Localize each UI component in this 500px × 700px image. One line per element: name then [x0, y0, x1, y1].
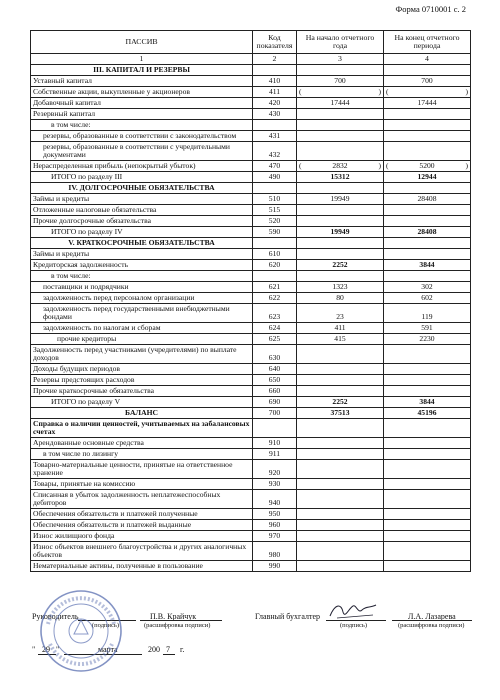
row-code: 911: [253, 449, 297, 460]
row-start-value: [297, 65, 384, 76]
row-label: V. КРАТКОСРОЧНЫЕ ОБЯЗАТЕЛЬСТВА: [31, 238, 253, 249]
table-row: [31, 183, 471, 194]
row-end-value: [384, 216, 471, 227]
row-code: 411: [253, 87, 297, 98]
table-row: [31, 260, 471, 271]
column-number: 2: [253, 54, 297, 65]
row-label: задолженность перед государственными внебюджетными фондами: [31, 304, 253, 323]
table-row: [31, 345, 471, 364]
row-end-value: [384, 109, 471, 120]
row-end-value: 3844: [384, 260, 471, 271]
row-code: 660: [253, 386, 297, 397]
row-code: 623: [253, 304, 297, 323]
row-start-value: [297, 490, 384, 509]
row-label: Задолженность перед участниками (учредителями) по выплате доходов: [31, 345, 253, 364]
row-start-value: 19949: [297, 194, 384, 205]
row-code: 630: [253, 345, 297, 364]
row-code: 520: [253, 216, 297, 227]
accountant-label: Главный бухгалтер: [255, 612, 320, 621]
row-end-value: 591: [384, 323, 471, 334]
table-row: [31, 364, 471, 375]
row-label: ИТОГО по разделу III: [31, 172, 253, 183]
table-row: [31, 397, 471, 408]
table-row: [31, 109, 471, 120]
row-code: 490: [253, 172, 297, 183]
row-label: Займы и кредиты: [31, 249, 253, 260]
row-end-value: 302: [384, 282, 471, 293]
row-code: [253, 65, 297, 76]
table-row: [31, 323, 471, 334]
table-row: [31, 227, 471, 238]
row-end-value: [384, 375, 471, 386]
row-end-value: [384, 183, 471, 194]
row-start-value: [297, 183, 384, 194]
row-code: 621: [253, 282, 297, 293]
table-row: [31, 509, 471, 520]
row-end-value: [384, 520, 471, 531]
row-start-value: [297, 460, 384, 479]
row-label: Уставный капитал: [31, 76, 253, 87]
row-code: 410: [253, 76, 297, 87]
row-code: [253, 419, 297, 438]
accountant-signature-line: [326, 620, 386, 621]
row-end-value: [384, 438, 471, 449]
row-end-value: [384, 460, 471, 479]
row-code: 940: [253, 490, 297, 509]
row-end-value: 12944: [384, 172, 471, 183]
row-start-value: [297, 205, 384, 216]
table-row: [31, 65, 471, 76]
row-label: Износ объектов внешнего благоустройства и других аналогичных объектов: [31, 542, 253, 561]
column-number: 1: [31, 54, 253, 65]
table-row: [31, 76, 471, 87]
table-row: [31, 120, 471, 131]
date-year-line: [163, 654, 175, 655]
row-label: резервы, образованные в соответствии с законодательством: [31, 131, 253, 142]
table-row: [31, 131, 471, 142]
row-code: 950: [253, 509, 297, 520]
row-code: 510: [253, 194, 297, 205]
head-name-caption: (расшифровка подписи): [144, 622, 211, 629]
row-end-value: [384, 490, 471, 509]
column-header: На конец отчетного периода: [384, 31, 471, 54]
row-start-value: 19949: [297, 227, 384, 238]
row-end-value: 602: [384, 293, 471, 304]
row-label: прочие кредиторы: [31, 334, 253, 345]
row-end-value: 28408: [384, 227, 471, 238]
row-start-value: 15312: [297, 172, 384, 183]
table-row: [31, 520, 471, 531]
row-start-value: [297, 438, 384, 449]
row-label: Списанная в убыток задолженность неплатежеспособных дебиторов: [31, 490, 253, 509]
head-label: Руководитель: [32, 612, 79, 621]
row-code: 970: [253, 531, 297, 542]
date-year-suffix: 7: [166, 645, 170, 654]
row-code: 622: [253, 293, 297, 304]
row-start-value: 2252: [297, 397, 384, 408]
row-code: 515: [253, 205, 297, 216]
row-label: задолженность по налогам и сборам: [31, 323, 253, 334]
row-end-value: [384, 65, 471, 76]
header-row: [31, 31, 471, 54]
row-label: Износ жилищного фонда: [31, 531, 253, 542]
table-row: [31, 542, 471, 561]
row-end-value: [384, 238, 471, 249]
row-start-value: [297, 216, 384, 227]
row-start-value: [297, 345, 384, 364]
row-label: задолженность перед персоналом организации: [31, 293, 253, 304]
column-header: На начало отчетного года: [297, 31, 384, 54]
head-name-line: [140, 620, 222, 621]
table-row: Собственные акции, выкупленные у акционеров 411 ( ) ( ): [31, 87, 471, 98]
row-start-value: 2832: [332, 161, 348, 170]
column-number-row: [31, 54, 471, 65]
column-number: 3: [297, 54, 384, 65]
table-row: [31, 386, 471, 397]
table-row: [31, 490, 471, 509]
row-code: 590: [253, 227, 297, 238]
row-start-value: [297, 131, 384, 142]
table-row: [31, 304, 471, 323]
row-start-value: 415: [297, 334, 384, 345]
row-end-value: [384, 142, 471, 161]
balance-liabilities-table: [30, 30, 471, 572]
row-label: Нематериальные активы, полученные в пользование: [31, 561, 253, 572]
row-end-value: [384, 531, 471, 542]
row-code: 610: [253, 249, 297, 260]
row-label: в том числе по лизингу: [31, 449, 253, 460]
row-code: 920: [253, 460, 297, 479]
table-row: [31, 479, 471, 490]
row-code: 960: [253, 520, 297, 531]
row-end-value: [384, 561, 471, 572]
date-year-prefix: 200: [148, 645, 160, 654]
table-row: [31, 238, 471, 249]
date-year-word: г.: [180, 645, 185, 654]
row-end-value: [384, 386, 471, 397]
row-end-value: [384, 120, 471, 131]
row-code: 430: [253, 109, 297, 120]
row-code: 432: [253, 142, 297, 161]
accountant-name-line: [392, 620, 472, 621]
table-row: [31, 334, 471, 345]
row-label: Доходы будущих периодов: [31, 364, 253, 375]
row-start-value: [297, 520, 384, 531]
date-close-quote: ": [56, 645, 60, 654]
round-seal-stamp: [38, 588, 124, 674]
row-code: 690: [253, 397, 297, 408]
row-end-value: [384, 205, 471, 216]
row-end-value: [384, 345, 471, 364]
accountant-name: Л.А. Лазарева: [408, 612, 456, 621]
row-end-value: [384, 509, 471, 520]
row-label: Резервы предстоящих расходов: [31, 375, 253, 386]
table-row: [31, 172, 471, 183]
form-code: Форма 0710001 с. 2: [395, 4, 466, 14]
table-row: [31, 205, 471, 216]
row-end-value: [384, 419, 471, 438]
table-row: [31, 419, 471, 438]
row-code: 470: [253, 161, 297, 172]
row-start-value: [297, 509, 384, 520]
row-start-value: [297, 542, 384, 561]
row-code: 990: [253, 561, 297, 572]
table-row: [31, 449, 471, 460]
row-code: [253, 183, 297, 194]
table-row: [31, 98, 471, 109]
row-label: Резервный капитал: [31, 109, 253, 120]
table-row: [31, 282, 471, 293]
row-start-value: [297, 419, 384, 438]
row-end-value: 17444: [384, 98, 471, 109]
row-start-value: 80: [297, 293, 384, 304]
table-row: [31, 531, 471, 542]
row-end-value: [384, 542, 471, 561]
table-row: [31, 216, 471, 227]
row-end-value: [384, 479, 471, 490]
row-label: Нераспределенная прибыль (непокрытый убыток): [31, 161, 253, 172]
row-start-value: 411: [297, 323, 384, 334]
accountant-sign-caption: (подпись): [340, 622, 367, 629]
table-row: [31, 408, 471, 419]
row-label: в том числе:: [31, 120, 253, 131]
table-row: [31, 194, 471, 205]
row-start-value: 23: [297, 304, 384, 323]
column-number: 4: [384, 54, 471, 65]
row-end-value: 3844: [384, 397, 471, 408]
table-row: [31, 460, 471, 479]
row-start-value: [297, 364, 384, 375]
head-sign-caption: (подпись): [92, 622, 119, 629]
date-day: 29: [42, 645, 50, 654]
row-label: ИТОГО по разделу V: [31, 397, 253, 408]
table-row: [31, 249, 471, 260]
row-start-value: [297, 238, 384, 249]
row-start-value: [297, 249, 384, 260]
row-code: 624: [253, 323, 297, 334]
row-end-value: [384, 249, 471, 260]
table-row: Нераспределенная прибыль (непокрытый убыток) 470 ( 2832 ) ( 5200 ): [31, 161, 471, 172]
row-label: Арендованные основные средства: [31, 438, 253, 449]
table-row: [31, 438, 471, 449]
row-start-value: 37513: [297, 408, 384, 419]
row-label: Товарно-материальные ценности, принятые на ответственное хранение: [31, 460, 253, 479]
row-label: IV. ДОЛГОСРОЧНЫЕ ОБЯЗАТЕЛЬСТВА: [31, 183, 253, 194]
date-month: марта: [98, 645, 118, 654]
row-code: [253, 120, 297, 131]
row-label: Прочие долгосрочные обязательства: [31, 216, 253, 227]
row-end-value: 28408: [384, 194, 471, 205]
table-row: [31, 271, 471, 282]
row-start-value: [297, 531, 384, 542]
row-code: 431: [253, 131, 297, 142]
row-code: 930: [253, 479, 297, 490]
row-label: Прочие краткосрочные обязательства: [31, 386, 253, 397]
row-start-value: [297, 375, 384, 386]
row-end-value: [384, 131, 471, 142]
row-end-value: 119: [384, 304, 471, 323]
row-code: [253, 238, 297, 249]
row-code: 700: [253, 408, 297, 419]
row-start-value: [297, 271, 384, 282]
table-row: [31, 142, 471, 161]
accountant-name-caption: (расшифровка подписи): [398, 622, 465, 629]
row-label: Кредиторская задолженность: [31, 260, 253, 271]
row-start-value: [297, 386, 384, 397]
row-code: [253, 271, 297, 282]
row-code: 625: [253, 334, 297, 345]
column-header: Код показателя: [253, 31, 297, 54]
head-name: П.В. Крайчук: [150, 612, 197, 621]
row-start-value: 1323: [297, 282, 384, 293]
row-end-value: [384, 271, 471, 282]
row-label: Займы и кредиты: [31, 194, 253, 205]
row-start-value: [297, 142, 384, 161]
row-label: Добавочный капитал: [31, 98, 253, 109]
row-label: III. КАПИТАЛ И РЕЗЕРВЫ: [31, 65, 253, 76]
row-start-value: [297, 561, 384, 572]
date-open-quote: ": [32, 645, 36, 654]
row-label: БАЛАНС: [31, 408, 253, 419]
row-end-value: 2230: [384, 334, 471, 345]
row-start-value: [297, 120, 384, 131]
row-end-value: 45196: [384, 408, 471, 419]
row-label: Собственные акции, выкупленные у акционеров: [31, 87, 253, 98]
row-start-value: [297, 109, 384, 120]
row-start-value: 2252: [297, 260, 384, 271]
row-start-value: [297, 479, 384, 490]
row-label: Обеспечения обязательств и платежей выданные: [31, 520, 253, 531]
row-label: резервы, образованные в соответствии с учредительными документами: [31, 142, 253, 161]
row-code: 980: [253, 542, 297, 561]
row-label: ИТОГО по разделу IV: [31, 227, 253, 238]
row-label: Товары, принятые на комиссию: [31, 479, 253, 490]
row-end-value: 5200: [419, 161, 435, 170]
row-start-value: 17444: [297, 98, 384, 109]
row-code: 640: [253, 364, 297, 375]
row-label: Справка о наличии ценностей, учитываемых на забалансовых счетах: [31, 419, 253, 438]
row-start-value: 700: [297, 76, 384, 87]
row-label: Обеспечения обязательств и платежей полученные: [31, 509, 253, 520]
row-code: 620: [253, 260, 297, 271]
table-row: [31, 375, 471, 386]
row-code: 420: [253, 98, 297, 109]
row-label: Отложенные налоговые обязательства: [31, 205, 253, 216]
table-row: [31, 561, 471, 572]
row-label: в том числе:: [31, 271, 253, 282]
row-start-value: [297, 449, 384, 460]
row-end-value: [384, 364, 471, 375]
row-end-value: 700: [384, 76, 471, 87]
column-header: ПАССИВ: [31, 31, 253, 54]
row-end-value: [384, 449, 471, 460]
row-code: 910: [253, 438, 297, 449]
row-code: 650: [253, 375, 297, 386]
accountant-signature: [327, 600, 379, 622]
row-label: поставщики и подрядчики: [31, 282, 253, 293]
table-row: [31, 293, 471, 304]
